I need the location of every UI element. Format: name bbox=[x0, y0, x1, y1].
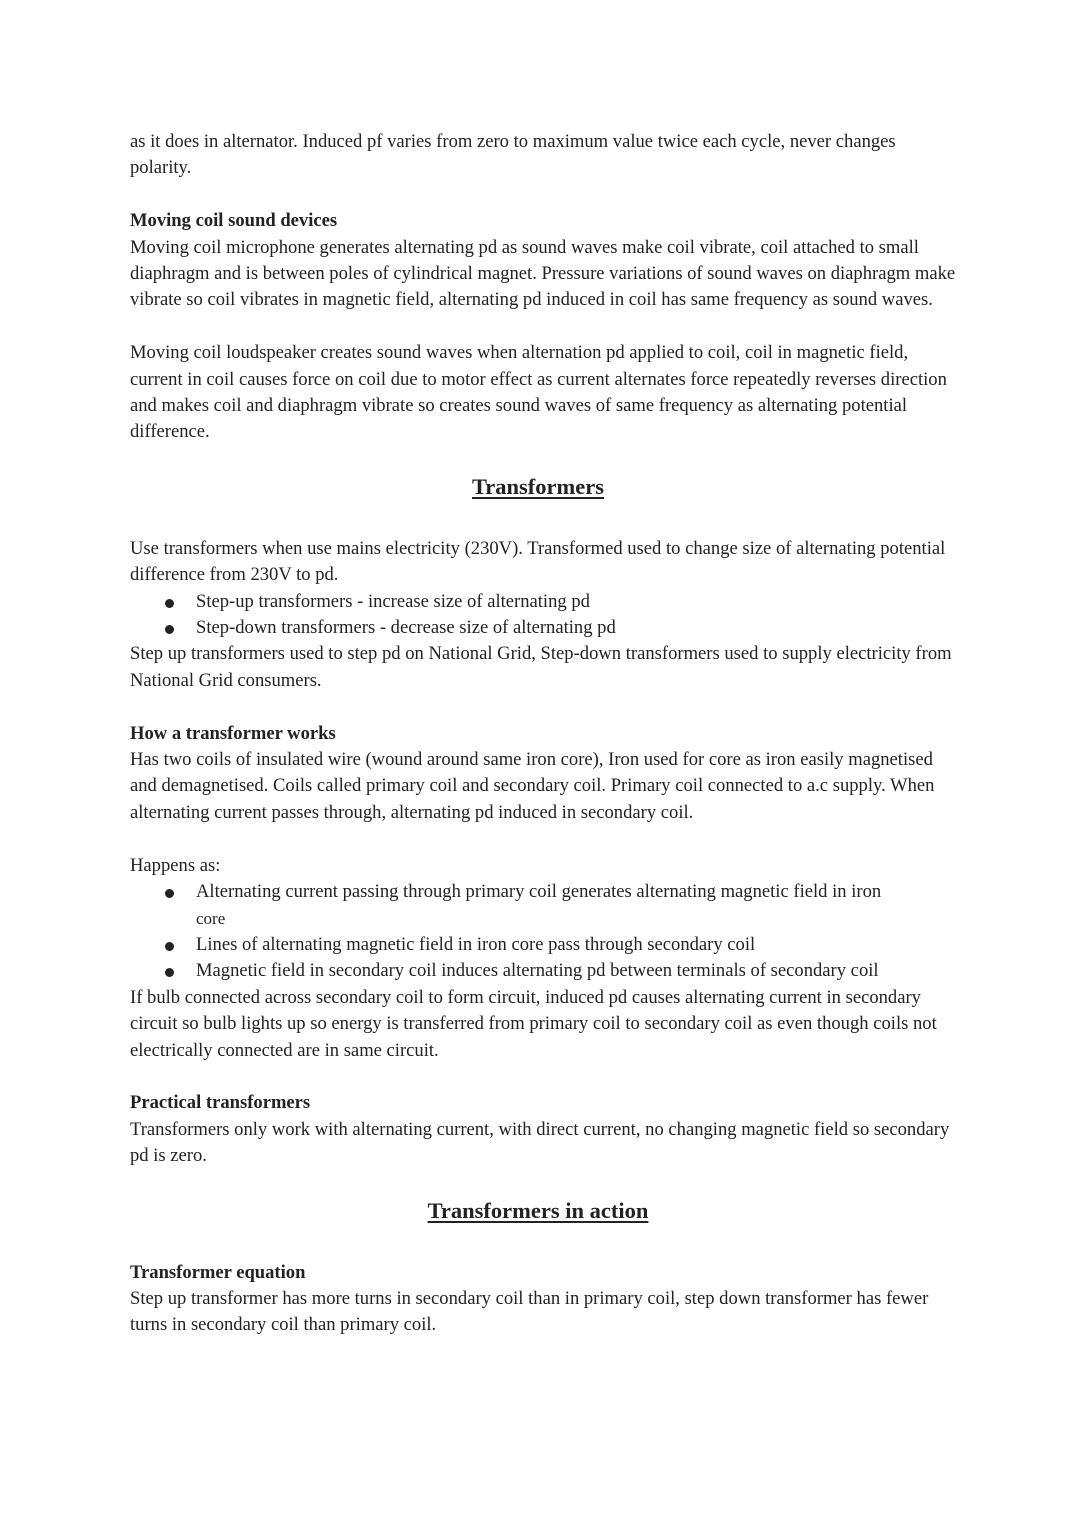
how-transformer-works-paragraph: Has two coils of insulated wire (wound around same iron core), Iron used for core as iron easily magnetised and demagnetised. Coils called primary coil and secondary coil. Primary coil connected to a.c supply. When alternating current passes through, alternating pd induced in secondary coil. bbox=[130, 749, 935, 823]
transformers-intro-paragraph: Use transformers when use mains electricity (230V). Transformed used to change size of alternating potential difference from 230V to pd. bbox=[130, 537, 946, 586]
national-grid-paragraph: Step up transformers used to step pd on National Grid, Step-down transformers used to supply electricity from National Grid consumers. bbox=[130, 643, 952, 691]
list-item: Lines of alternating magnetic field in iron core pass through secondary coil bbox=[196, 932, 960, 958]
moving-coil-heading: Moving coil sound devices bbox=[130, 210, 338, 232]
bullet-icon bbox=[165, 599, 174, 608]
bullet-icon bbox=[165, 968, 174, 977]
loudspeaker-paragraph: Moving coil loudspeaker creates sound waves when alternation pd applied to coil, coil in magnetic field, current in coil causes force on coil due to motor effect as current alternates force repeatedly reverses direction and makes coil and diaphragm vibrate so creates sound waves of same frequency as alternating potential difference. bbox=[130, 342, 947, 443]
document-page bbox=[130, 129, 960, 1339]
bulb-circuit-paragraph: If bulb connected across secondary coil to form circuit, induced pd causes alternating current in secondary circuit so bulb lights up so energy is transferred from primary coil to secondary coil as even though coils not electrically connected are in same circuit. bbox=[130, 986, 937, 1061]
transformer-equation-heading: Transformer equation bbox=[130, 1261, 306, 1283]
bullet-icon bbox=[165, 625, 174, 634]
practical-transformers-heading: Practical transformers bbox=[130, 1092, 311, 1114]
transformers-in-action-title: Transformers in action bbox=[427, 1197, 649, 1223]
transformer-types-list bbox=[130, 589, 960, 642]
happens-as-label: Happens as: bbox=[130, 854, 221, 876]
intro-paragraph: as it does in alternator. Induced pf varies from zero to maximum value twice each cycle, never changes polarity. bbox=[130, 131, 896, 179]
transformers-title: Transformers bbox=[471, 473, 605, 499]
how-transformer-works-heading: How a transformer works bbox=[130, 722, 336, 744]
process-steps-list bbox=[130, 879, 960, 985]
transformer-equation-paragraph: Step up transformer has more turns in secondary coil than in primary coil, step down transformer has fewer turns in secondary coil than primary coil. bbox=[130, 1287, 929, 1336]
practical-transformers-paragraph: Transformers only work with alternating current, with direct current, no changing magnetic field so secondary pd is zero. bbox=[130, 1118, 950, 1167]
bullet-icon bbox=[165, 942, 174, 951]
list-item: Magnetic field in secondary coil induces alternating pd between terminals of secondary coil bbox=[196, 958, 960, 984]
list-item: Step-down transformers - decrease size of alternating pd bbox=[196, 615, 960, 641]
list-item: Alternating current passing through primary coil generates alternating magnetic field in iron core bbox=[196, 879, 960, 932]
list-item: Step-up transformers - increase size of alternating pd bbox=[196, 589, 960, 615]
microphone-paragraph: Moving coil microphone generates alternating pd as sound waves make coil vibrate, coil attached to small diaphragm and is between poles of cylindrical magnet. Pressure variations of sound waves on diaphragm make vibrate so coil vibrates in magnetic field, alternating pd induced in coil has same frequency as sound waves. bbox=[130, 236, 956, 311]
bullet-icon bbox=[165, 889, 174, 898]
